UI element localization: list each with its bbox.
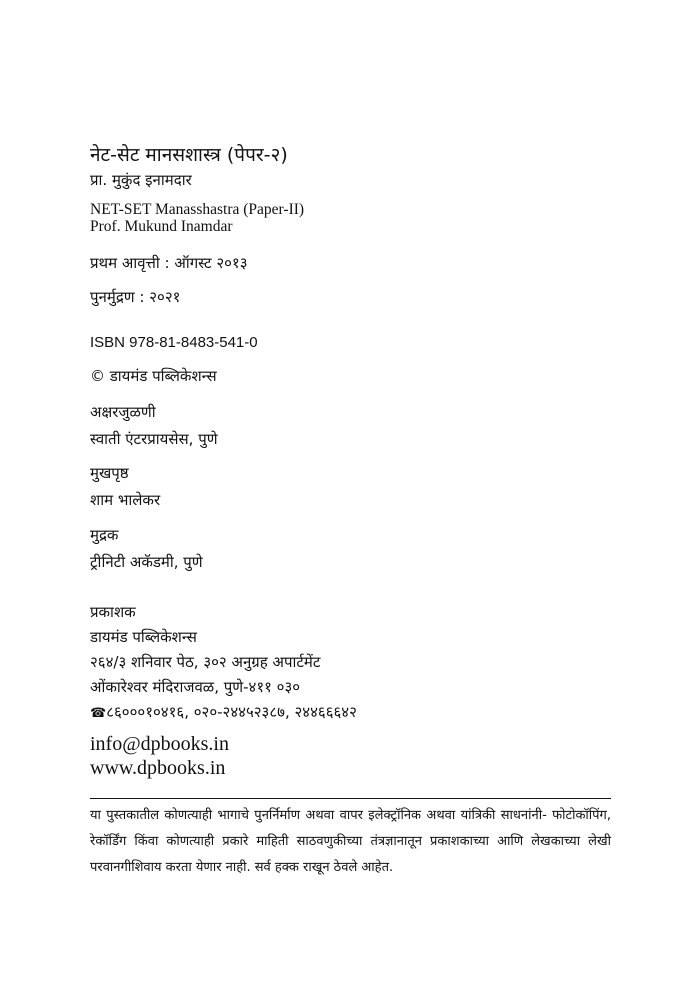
- copyright-holder: © डायमंड पब्लिकेशन्स: [90, 367, 217, 385]
- publisher-name: डायमंड पब्लिकेशन्स: [90, 628, 197, 646]
- copyright-notice: या पुस्तकातील कोणत्याही भागाचे पुनर्निर्माण अथवा वापर इलेक्ट्रॉनिक अथवा यांत्रिकी साधनांनी- फोटोकॉपिंग, रेकॉर्डिंग किंवा कोणत्याही प्रकारे माहिती साठवणुकीच्या तंत्रज्ञानातून प्रकाशकाच्या आणि लेखकाच्या लेखी परवानगीशिवाय करता येणार नाही. सर्व हक्क राखून ठेवले आहेत.: [90, 808, 611, 875]
- typesetting-value: स्वाती एंटरप्रायसेस, पुणे: [90, 430, 218, 448]
- phone-numbers: ८६०००१०४१६, ०२०-२४४५२३८७, २४४६६६४२: [106, 703, 357, 721]
- english-author: Prof. Mukund Inamdar: [90, 218, 233, 235]
- first-edition: प्रथम आवृत्ती : ऑगस्ट २०१३: [90, 254, 248, 272]
- cover-design-value: शाम भालेकर: [90, 491, 161, 509]
- reprint-year: पुनर्मुद्रण : २०२१: [90, 288, 181, 306]
- publisher-website[interactable]: www.dpbooks.in: [90, 757, 226, 779]
- marathi-author: प्रा. मुकुंद इनामदार: [90, 171, 192, 189]
- phone-icon: ☎: [90, 706, 107, 721]
- printer-label: मुद्रक: [90, 526, 119, 544]
- printer-value: ट्रीनिटी अकॅडमी, पुणे: [90, 553, 203, 571]
- isbn: ISBN 978-81-8483-541-0: [90, 334, 258, 351]
- typesetting-label: अक्षरजुळणी: [90, 403, 156, 421]
- publisher-address-line1: २६४/३ शनिवार पेठ, ३०२ अनुग्रह अपार्टमेंट: [90, 653, 321, 671]
- publisher-email[interactable]: info@dpbooks.in: [90, 733, 229, 755]
- footer-divider: [90, 798, 611, 799]
- publisher-phone: [90, 702, 357, 722]
- publisher-label: प्रकाशक: [90, 603, 136, 621]
- cover-design-label: मुखपृष्ठ: [90, 464, 129, 482]
- marathi-book-title: नेट-सेट मानसशास्त्र (पेपर-२): [90, 144, 288, 166]
- publisher-address-line2: ओंकारेश्वर मंदिराजवळ, पुणे-४११ ०३०: [90, 678, 301, 696]
- english-book-title: NET-SET Manasshastra (Paper-II): [90, 201, 305, 218]
